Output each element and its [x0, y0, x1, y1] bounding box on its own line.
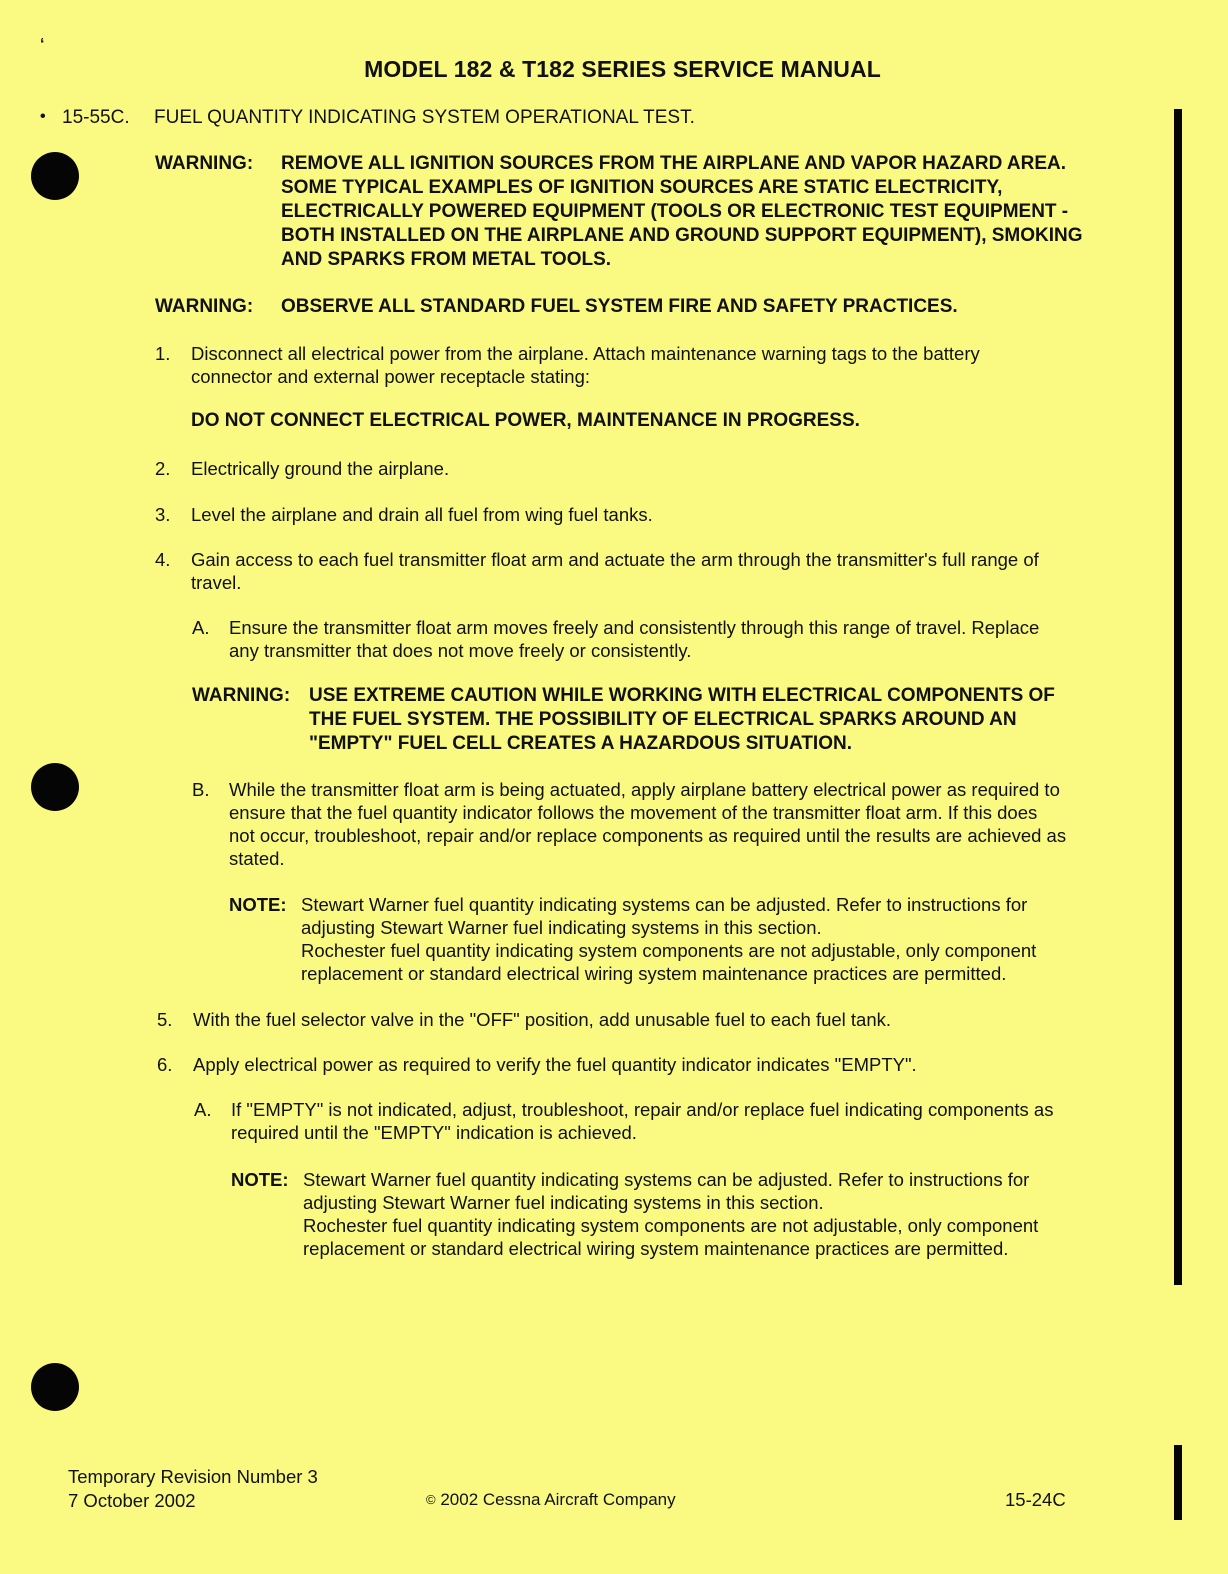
step-line: Disconnect all electrical power from the airplane. Attach maintenance warning tags to the battery — [191, 343, 980, 364]
step-line: connector and external power receptacle stating: — [191, 366, 591, 387]
section-title: FUEL QUANTITY INDICATING SYSTEM OPERATIONAL TEST. — [154, 107, 695, 128]
maintenance-notice: DO NOT CONNECT ELECTRICAL POWER, MAINTENANCE IN PROGRESS. — [191, 410, 860, 431]
warning-label: WARNING: — [155, 153, 254, 174]
revision-date: 7 October 2002 — [68, 1490, 196, 1511]
note-line: Stewart Warner fuel quantity indicating systems can be adjusted. Refer to instructions for — [303, 1169, 1030, 1190]
step-line: not occur, troubleshoot, repair and/or replace components as required until the results are achieved as — [229, 825, 1067, 846]
step-number: 5. — [157, 1009, 173, 1030]
procedure-step — [155, 457, 1155, 483]
note-line: replacement or standard electrical wiring system maintenance practices are permitted. — [301, 963, 1007, 984]
note-line: Rochester fuel quantity indicating system components are not adjustable, only component — [301, 940, 1037, 961]
substep-letter: A. — [194, 1099, 212, 1120]
margin-tick-mark: ‘ — [40, 36, 45, 53]
step-line: Gain access to each fuel transmitter float arm and actuate the arm through the transmitter's full range of — [191, 549, 1039, 570]
step-line: Electrically ground the airplane. — [191, 458, 450, 479]
copyright-symbol: © — [426, 1492, 436, 1507]
note-label: NOTE: — [229, 894, 287, 915]
warning-line: REMOVE ALL IGNITION SOURCES FROM THE AIRPLANE AND VAPOR HAZARD AREA. — [281, 153, 1067, 174]
warning-block — [192, 684, 1152, 760]
warning-block — [155, 152, 1155, 282]
procedure-substep — [194, 1098, 1154, 1148]
page-number: 15-24C — [1005, 1489, 1066, 1510]
warning-line: ELECTRICALLY POWERED EQUIPMENT (TOOLS OR ELECTRONIC TEST EQUIPMENT - — [281, 201, 1069, 222]
step-number: 1. — [155, 343, 171, 364]
note-label: NOTE: — [231, 1169, 289, 1190]
revision-change-bar — [1174, 109, 1182, 1285]
note-line: replacement or standard electrical wiring system maintenance practices are permitted. — [303, 1238, 1009, 1259]
procedure-substep — [192, 778, 1152, 874]
warning-block — [155, 295, 1155, 325]
warning-line: USE EXTREME CAUTION WHILE WORKING WITH ELECTRICAL COMPONENTS OF — [309, 685, 1055, 706]
warning-label: WARNING: — [155, 296, 254, 317]
note-line: adjusting Stewart Warner fuel indicating systems in this section. — [303, 1192, 824, 1213]
procedure-step — [157, 1053, 1157, 1079]
warning-label: WARNING: — [192, 685, 291, 706]
warning-line: AND SPARKS FROM METAL TOOLS. — [281, 249, 612, 270]
revision-number: Temporary Revision Number 3 — [68, 1466, 318, 1487]
note-line: adjusting Stewart Warner fuel indicating systems in this section. — [301, 917, 822, 938]
step-line: Level the airplane and drain all fuel from wing fuel tanks. — [191, 504, 653, 525]
substep-letter: A. — [192, 617, 210, 638]
page-title: MODEL 182 & T182 SERIES SERVICE MANUAL — [364, 56, 881, 82]
step-line: If "EMPTY" is not indicated, adjust, troubleshoot, repair and/or replace fuel indicating components as — [231, 1099, 1054, 1120]
step-number: 2. — [155, 458, 171, 479]
note-block — [231, 1168, 1151, 1264]
step-number: 6. — [157, 1054, 173, 1075]
warning-line: SOME TYPICAL EXAMPLES OF IGNITION SOURCES ARE STATIC ELECTRICITY, — [281, 177, 1003, 198]
warning-line: "EMPTY" FUEL CELL CREATES A HAZARDOUS SITUATION. — [309, 733, 852, 754]
procedure-substep — [192, 616, 1152, 666]
procedure-step — [157, 1008, 1157, 1034]
step-line: With the fuel selector valve in the "OFF" position, add unusable fuel to each fuel tank. — [193, 1009, 892, 1030]
step-number: 3. — [155, 504, 171, 525]
binder-hole — [31, 763, 79, 811]
section-number: 15-55C. — [62, 107, 130, 128]
step-line: any transmitter that does not move freely or consistently. — [229, 640, 692, 661]
step-line: Apply electrical power as required to verify the fuel quantity indicator indicates "EMPTY". — [193, 1054, 917, 1075]
step-line: ensure that the fuel quantity indicator follows the movement of the transmitter float arm. If this does — [229, 802, 1038, 823]
revision-change-bar — [1174, 1445, 1182, 1520]
binder-hole — [31, 1363, 79, 1411]
margin-tick-mark: • — [40, 108, 46, 125]
binder-hole — [31, 152, 79, 200]
copyright-text: 2002 Cessna Aircraft Company — [440, 1490, 676, 1509]
procedure-step — [155, 548, 1155, 598]
procedure-step — [155, 503, 1155, 529]
note-line: Rochester fuel quantity indicating system components are not adjustable, only component — [303, 1215, 1039, 1236]
step-line: While the transmitter float arm is being actuated, apply airplane battery electrical power as required to — [229, 779, 1060, 800]
step-line: Ensure the transmitter float arm moves freely and consistently through this range of travel. Replace — [229, 617, 1040, 638]
warning-line: BOTH INSTALLED ON THE AIRPLANE AND GROUND SUPPORT EQUIPMENT), SMOKING — [281, 225, 1083, 246]
step-line: required until the "EMPTY" indication is achieved. — [231, 1122, 637, 1143]
note-block — [229, 893, 1149, 989]
step-line: stated. — [229, 848, 285, 869]
substep-letter: B. — [192, 779, 210, 800]
procedure-step — [155, 342, 1155, 392]
section-heading — [62, 107, 695, 129]
warning-line: OBSERVE ALL STANDARD FUEL SYSTEM FIRE AND SAFETY PRACTICES. — [281, 296, 958, 317]
copyright-notice — [426, 1490, 676, 1510]
step-number: 4. — [155, 549, 171, 570]
warning-line: THE FUEL SYSTEM. THE POSSIBILITY OF ELECTRICAL SPARKS AROUND AN — [309, 709, 1017, 730]
step-line: travel. — [191, 572, 242, 593]
note-line: Stewart Warner fuel quantity indicating systems can be adjusted. Refer to instructions for — [301, 894, 1028, 915]
